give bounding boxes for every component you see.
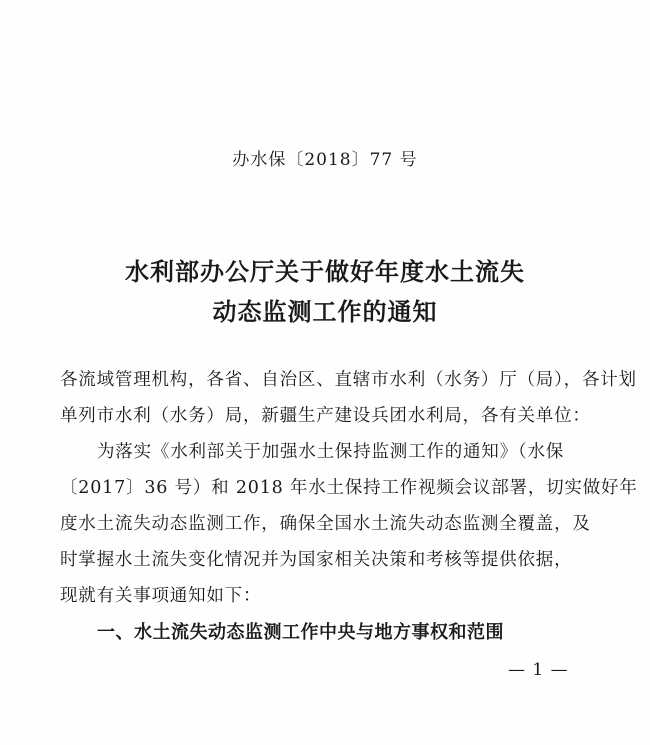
section-heading: 一、水土流失动态监测工作中央与地方事权和范围 — [97, 622, 504, 643]
addressee-line: 各流域管理机构，各省、自治区、直辖市水利（水务）厅（局），各计划 — [60, 370, 637, 390]
paragraph-line: 为落实《水利部关于加强水土保持监测工作的通知》（水保 — [97, 442, 565, 462]
paragraph-line: 现就有关事项通知如下： — [60, 586, 262, 606]
body-paragraph — [60, 434, 638, 614]
paragraph-line: 时掌握水土流失变化情况并为国家相关决策和考核等提供依据， — [60, 550, 573, 570]
page-number: — 1 — — [508, 660, 569, 680]
document-number: 办水保〔2018〕77 号 — [232, 150, 418, 170]
document-title-line-1: 水利部办公厅关于做好年度水土流失 — [125, 258, 525, 286]
document-title-line-2: 动态监测工作的通知 — [212, 298, 438, 326]
paragraph-line: 〔2017〕36 号）和 2018 年水土保持工作视频会议部署，切实做好年 — [60, 478, 638, 498]
addressee-block — [60, 362, 637, 434]
paragraph-line: 度水土流失动态监测工作，确保全国水土流失动态监测全覆盖，及 — [60, 514, 591, 534]
addressee-line: 单列市水利（水务）局，新疆生产建设兵团水利局，各有关单位： — [60, 406, 591, 426]
